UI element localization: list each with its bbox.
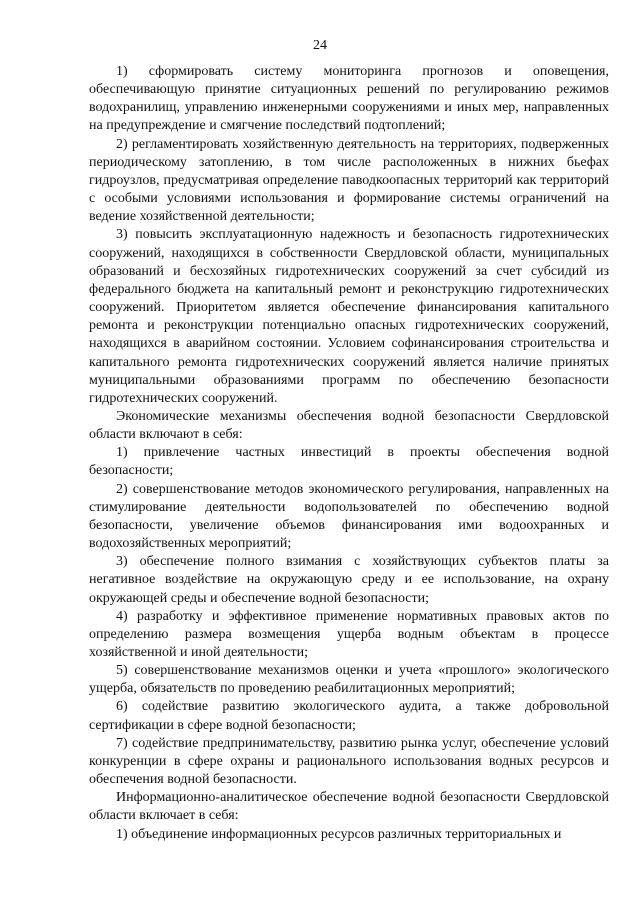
paragraph-item-2-regulation: 2) регламентировать хозяйственную деятельность на территориях, подверженных периодическому затоплению, в том числе расположенных в нижних бьефах гидроузлов, предусматривая определение паводкоопасных территорий как территорий с особыми условиями использования и формирование системы ограничений на ведение хозяйственной деятельности; bbox=[89, 136, 609, 225]
paragraph-item-3-hydro-safety: 3) повысить эксплуатационную надежность и безопасность гидротехнических сооружений, находящихся в собственности Свердловской области, муниципальных образований и бесхозяйных гидротехнических сооружений за счет субсидий из федерального бюджета на капитальный ремонт и реконструкцию гидротехнических сооружений. Приоритетом является обеспечение финансирования капитального ремонта и реконструкции потенциально опасных гидротехнических сооружений, находящихся в аварийном состоянии. Условием софинансирования строительства и капитального ремонта гидротехнических сооружений является наличие принятых муниципальными образованиями программ по обеспечению безопасности гидротехнических сооружений. bbox=[89, 227, 609, 406]
paragraph-econ-item-6: 6) содействие развитию экологического аудита, а также добровольной сертификации в сфере водной безопасности; bbox=[89, 699, 609, 733]
paragraph-info-intro: Информационно-аналитическое обеспечение водной безопасности Свердловской области включает в себя: bbox=[89, 790, 609, 824]
paragraph-econ-item-4: 4) разработку и эффективное применение нормативных правовых актов по определению размера возмещения ущерба водным объектам в процессе хозяйственной и иной деятельности; bbox=[89, 608, 609, 660]
body-text bbox=[89, 63, 609, 844]
paragraph-econ-item-1: 1) привлечение частных инвестиций в проекты обеспечения водной безопасности; bbox=[89, 445, 609, 479]
paragraph-item-1-monitoring: 1) сформировать систему мониторинга прогнозов и оповещения, обеспечивающую принятие ситуационных решений по регулированию режимов водохранилищ, управлению инженерными сооружениями и иных мер, направленных на предупреждение и смягчение последствий подтоплений; bbox=[89, 64, 609, 134]
paragraph-info-item-1: 1) объединение информационных ресурсов различных территориальных и bbox=[116, 826, 562, 842]
paragraph-econ-item-2: 2) совершенствование методов экономического регулирования, направленных на стимулирование деятельности водопользователей по обеспечению водной безопасности, увеличение объемов финансирования ими водоохранных и водохозяйственных мероприятий; bbox=[89, 481, 609, 552]
page-number: 24 bbox=[313, 38, 327, 53]
paragraph-economic-intro: Экономические механизмы обеспечения водной безопасности Свердловской области включают в себя: bbox=[89, 408, 609, 443]
paragraph-econ-item-3: 3) обеспечение полного взимания с хозяйствующих субъектов платы за негативное воздействие на окружающую среду и ее использование, на охрану окружающей среды и обеспечение водной безопасности; bbox=[89, 554, 609, 606]
paragraph-econ-item-5: 5) совершенствование механизмов оценки и учета «прошлого» экологического ущерба, обязательств по проведению реабилитационных мероприятий; bbox=[89, 663, 609, 697]
paragraph-econ-item-7: 7) содействие предпринимательству, развитию рынка услуг, обеспечение условий конкуренции в сфере охраны и рационального использования водных ресурсов и обеспечения водной безопасности. bbox=[89, 735, 609, 788]
